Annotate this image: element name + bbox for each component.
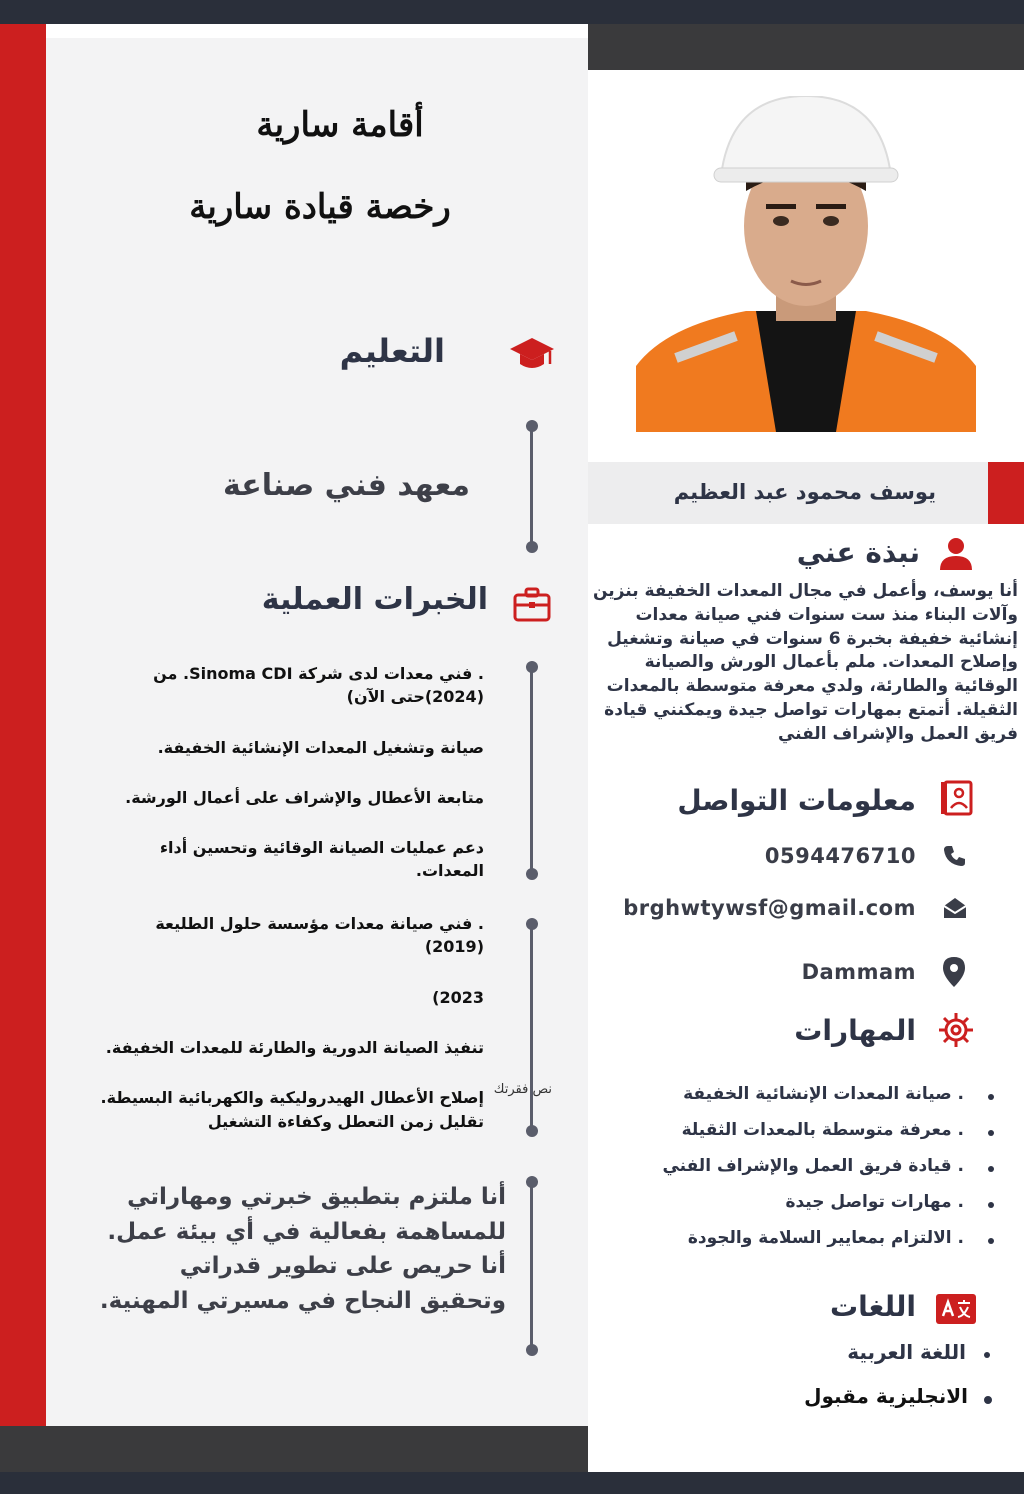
full-name: يوسف محمود عبد العظيم <box>673 480 936 504</box>
career-summary: أنا ملتزم بتطبيق خبرتي ومهاراتي للمساهمة بفعالية في أي بيئة عمل. أنا حريص على تطوير قدراتي وتحقيق النجاح في مسيرتي المهنية. <box>99 1184 506 1314</box>
skill-item: . مهارات تواصل جيدة <box>785 1192 964 1212</box>
phone-icon <box>942 844 966 868</box>
job2-end-year: 2023) <box>432 988 484 1007</box>
timeline-dot <box>526 541 538 553</box>
job2-title: . فني صيانة معدات مؤسسة حلول الطليعة (2019) <box>155 914 484 957</box>
timeline-dot <box>526 918 538 930</box>
timeline-dot <box>526 661 538 673</box>
location-pin-icon <box>942 956 966 988</box>
email-address[interactable]: brghwtywsf@gmail.com <box>623 896 916 920</box>
bullet-dot <box>988 1094 994 1100</box>
language-item: اللغة العربية <box>847 1340 966 1364</box>
bullet-dot <box>988 1238 994 1244</box>
education-institute: معهد فني صناعة <box>223 468 470 503</box>
languages-title: اللغات <box>830 1290 916 1323</box>
summary-timeline <box>530 1184 533 1350</box>
bullet-dot <box>984 1396 992 1404</box>
timeline-dot <box>526 1344 538 1356</box>
city: Dammam <box>801 960 916 984</box>
graduation-cap-icon <box>508 334 556 374</box>
timeline-dot <box>526 1125 538 1137</box>
experience-timeline-2 <box>530 924 533 1132</box>
contact-card-icon <box>940 780 974 816</box>
timeline-dot <box>526 868 538 880</box>
residency-status: أقامة سارية <box>256 105 424 145</box>
person-icon <box>938 536 974 570</box>
job2-item: إصلاح الأعطال الهيدروليكية والكهربائية البسيطة. <box>100 1088 484 1107</box>
translate-icon <box>936 1294 976 1324</box>
timeline-dot <box>526 1176 538 1188</box>
red-accent-bar <box>0 24 46 1426</box>
experience-timeline-1 <box>530 668 533 874</box>
education-title: التعليم <box>339 332 445 370</box>
about-text: أنا يوسف، وأعمل في مجال المعدات الخفيفة بنزين وآلات البناء منذ ست سنوات فني صيانة معدات إنشائية خفيفة بخبرة 6 سنوات في صيانة وتشغيل وإصلاح المعدات. ملم بأعمال الورش والصيانة الوقائية والطارئة، ولدي معرفة متوسطة بالمعدات الثقيلة. أتمتع بمهارات تواصل جيدة ويمكنني قيادة فريق العمل والإشراف الفني <box>593 581 1018 744</box>
top-dark-bar <box>588 24 1024 70</box>
bottom-dark-bar <box>0 1426 588 1472</box>
job1-item: متابعة الأعطال والإشراف على أعمال الورشة. <box>125 788 484 807</box>
phone-number[interactable]: 0594476710 <box>764 844 916 868</box>
briefcase-icon <box>512 586 552 624</box>
page-bottom-edge <box>0 1472 1024 1494</box>
gear-icon <box>938 1012 974 1048</box>
experience-title: الخبرات العملية <box>261 582 488 617</box>
job2-item: تقليل زمن التعطل وكفاءة التشغيل <box>207 1112 484 1131</box>
skills-title: المهارات <box>794 1014 916 1047</box>
job1-title: . فني معدات لدى شركة Sinoma CDI. من (2024)حتى الآن) <box>153 664 484 707</box>
job1-item: دعم عمليات الصيانة الوقائية وتحسين أداء المعدات. <box>159 838 484 881</box>
about-title: نبذة عني <box>796 536 920 569</box>
mail-icon <box>942 896 968 920</box>
stray-placeholder-text: نص فقرتك <box>493 1082 552 1097</box>
profile-photo <box>636 96 976 432</box>
language-item: الانجليزية مقبول <box>804 1384 968 1408</box>
bullet-dot <box>988 1130 994 1136</box>
job2-item: تنفيذ الصيانة الدورية والطارئة للمعدات الخفيفة. <box>105 1038 484 1057</box>
education-timeline <box>530 426 533 548</box>
bullet-dot <box>988 1166 994 1172</box>
skill-item: . معرفة متوسطة بالمعدات الثقيلة <box>681 1120 964 1140</box>
bullet-dot <box>984 1352 990 1358</box>
skill-item: . صيانة المعدات الإنشائية الخفيفة <box>683 1084 964 1104</box>
license-status: رخصة قيادة سارية <box>189 187 451 227</box>
name-banner-accent <box>988 462 1024 524</box>
bullet-dot <box>988 1202 994 1208</box>
skill-item: . قيادة فريق العمل والإشراف الفني <box>662 1156 964 1176</box>
job1-item: صيانة وتشغيل المعدات الإنشائية الخفيفة. <box>157 738 484 757</box>
skill-item: . الالتزام بمعايير السلامة والجودة <box>687 1228 964 1248</box>
contact-title: معلومات التواصل <box>677 784 916 817</box>
timeline-dot <box>526 420 538 432</box>
